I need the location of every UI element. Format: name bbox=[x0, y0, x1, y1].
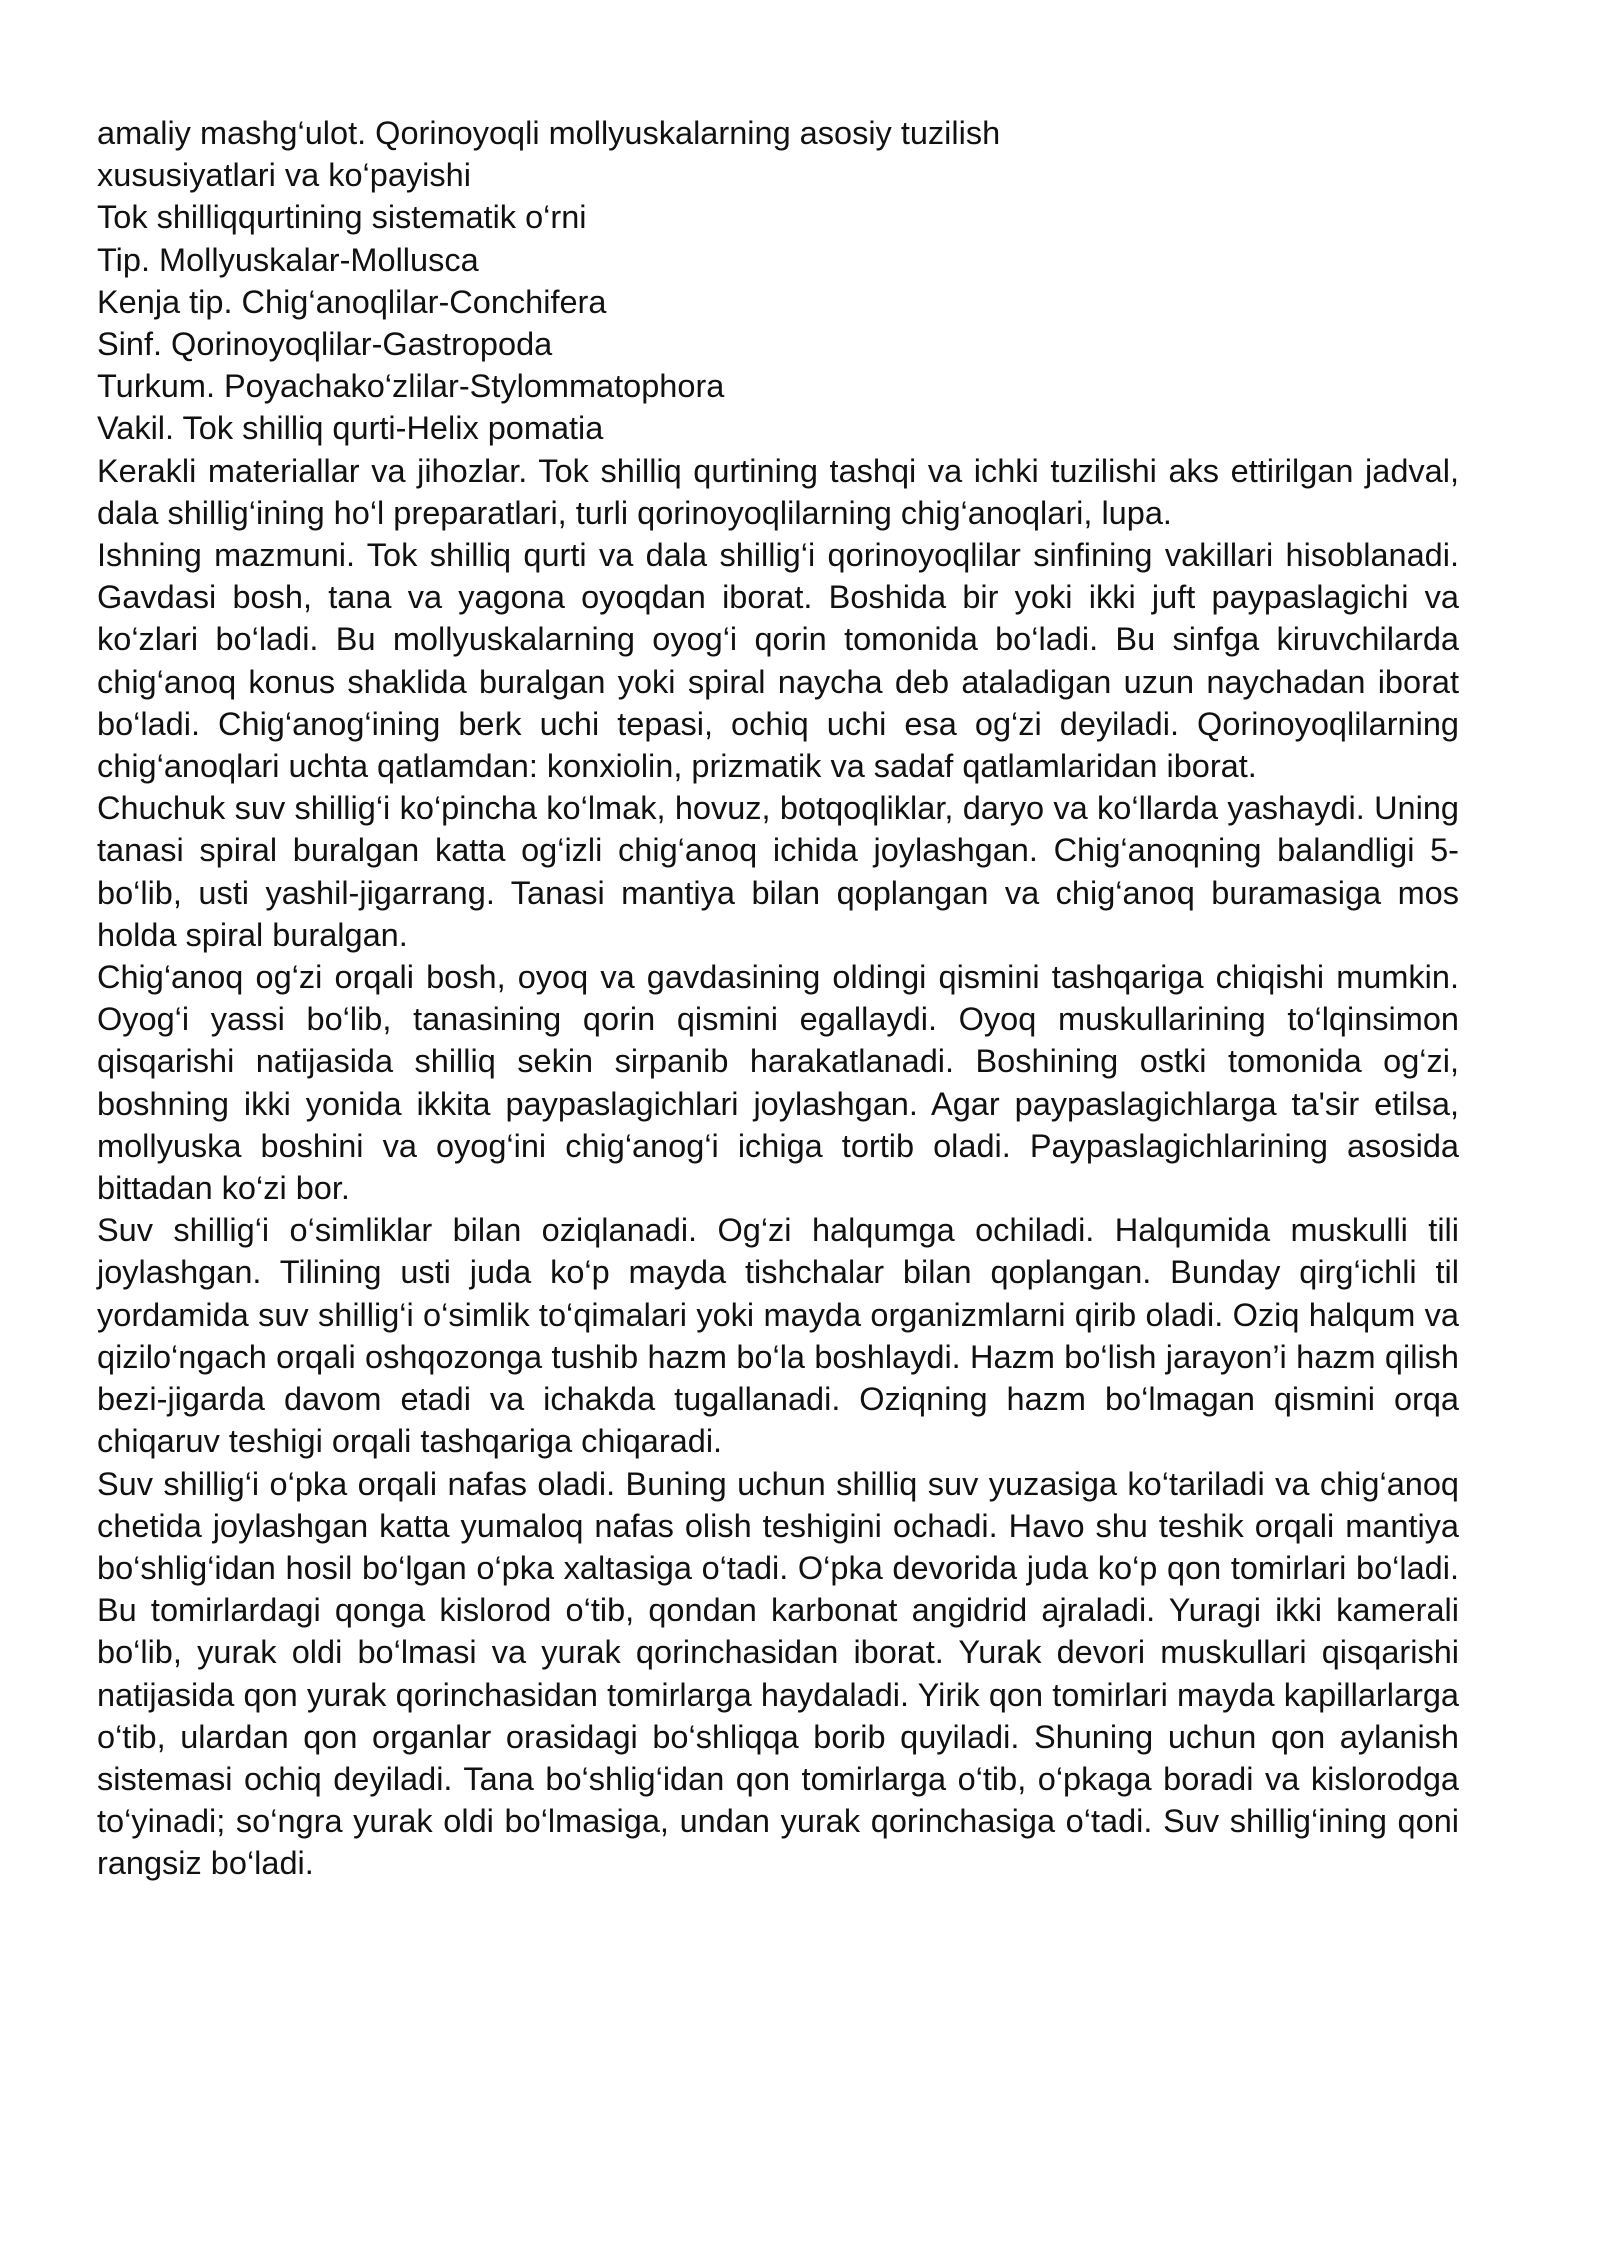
paragraph-shell-opening: Chig‘anoq og‘zi orqali bosh, oyoq va gavdasining oldingi qismini tashqariga chiqishi mumkin. Oyog‘i yassi bo‘lib, tanasining qorin qismini egallaydi. Oyoq muskullarining to‘lqinsimon qisqarishi natijasida shilliq sekin sirpanib harakatlanadi. Boshining ostki tomonida og‘zi, boshning ikki yonida ikkita paypaslagichlari joylashgan. Agar paypaslagichlarga ta'sir etilsa, mollyuska boshini va oyog‘ini chig‘anog‘i ichiga tortib oladi. Paypaslagichlarining asosida bittadan ko‘zi bor. bbox=[97, 959, 1459, 1207]
paragraph-materials: Kerakli materiallar va jihozlar. Tok shilliq qurtining tashqi va ichki tuzilishi aks ettirilgan jadval, dala shillig‘ining ho‘l preparatlari, turli qorinoyoqlilarning chig‘anoqlari, lupa. bbox=[97, 452, 1459, 531]
heading-line-1: amaliy mashg‘ulot. Qorinoyoqli mollyuskalarning asosiy tuzilish bbox=[97, 115, 1001, 151]
paragraph-content: Ishning mazmuni. Tok shilliq qurti va dala shillig‘i qorinoyoqlilar sinfining vakillari hisoblanadi. Gavdasi bosh, tana va yagona oyoqdan iborat. Boshida bir yoki ikki juft paypaslagichi va ko‘zlari bo‘ladi. Bu mollyuskalarning oyog‘i qorin tomonida bo‘ladi. Bu sinfga kiruvchilarda chig‘anoq konus shaklida buralgan yoki spiral naycha deb ataladigan uzun naychadan iborat bo‘ladi. Chig‘anog‘ining berk uchi tepasi, ochiq uchi esa og‘zi deyiladi. Qorinoyoqlilarning chig‘anoqlari uchta qatlamdan: konxiolin, prizmatik va sadaf qatlamlaridan iborat. bbox=[97, 537, 1459, 785]
document-page bbox=[97, 112, 1459, 1885]
heading-line-7: Turkum. Poyachako‘zlilar-Stylommatophora bbox=[97, 368, 725, 405]
paragraph-respiration: Suv shillig‘i o‘pka orqali nafas oladi. Buning uchun shilliq suv yuzasiga ko‘tariladi va chig‘anoq chetida joylashgan katta yumaloq nafas olish teshigini ochadi. Havo shu teshik orqali mantiya bo‘shlig‘idan hosil bo‘lgan o‘pka xaltasiga o‘tadi. O‘pka devorida juda ko‘p qon tomirlari bo‘ladi. Bu tomirlardagi qonga kislorod o‘tib, qondan karbonat angidrid ajraladi. Yuragi ikki kamerali bo‘lib, yurak oldi bo‘lmasi va yurak qorinchasidan iborat. Yurak devori muskullari qisqarishi natijasida qon yurak qorinchasidan tomirlarga haydaladi. Yirik qon tomirlari mayda kapillarlarga o‘tib, ulardan qon organlar orasidagi bo‘shliqqa borib quyiladi. Shuning uchun qon aylanish sistemasi ochiq deyiladi. Tana bo‘shlig‘idan qon tomirlarga o‘tib, o‘pkaga boradi va kislorodga to‘yinadi; so‘ngra yurak oldi bo‘lmasiga, undan yurak qorinchasiga o‘tadi. Suv shillig‘ining qoni rangsiz bo‘ladi. bbox=[97, 1465, 1459, 1882]
heading-line-6: Sinf. Qorinoyoqlilar-Gastropoda bbox=[97, 326, 553, 363]
paragraph-feeding: Suv shillig‘i o‘simliklar bilan oziqlanadi. Og‘zi halqumga ochiladi. Halqumida muskulli tili joylashgan. Tilining usti juda ko‘p mayda tishchalar bilan qoplangan. Bunday qirg‘ichli til yordamida suv shillig‘i o‘simlik to‘qimalari yoki mayda organizmlarni qirib oladi. Oziq halqum va qizilo‘ngach orqali oshqozonga tushib hazm bo‘la boshlaydi. Hazm bo‘lish jarayon’i hazm qilish bezi-jigarda davom etadi va ichakda tugallanadi. Oziqning hazm bo‘lmagan qismini orqa chiqaruv teshigi orqali tashqariga chiqaradi. bbox=[97, 1212, 1459, 1460]
heading-line-5: Kenja tip. Chig‘anoqlilar-Conchifera bbox=[97, 283, 607, 320]
heading-line-2: xususiyatlari va ko‘payishi bbox=[97, 157, 471, 194]
paragraph-freshwater-snail: Chuchuk suv shillig‘i ko‘pincha ko‘lmak, hovuz, botqoqliklar, daryo va ko‘llarda yashaydi. Uning tanasi spiral buralgan katta og‘izli chig‘anoq ichida joylashgan. Chig‘anoqning balandligi 5- bo‘lib, usti yashil-jigarrang. Tanasi mantiya bilan qoplangan va chig‘anoq buramasiga mos holda spiral buralgan. bbox=[97, 790, 1459, 953]
heading-line-8: Vakil. Tok shilliq qurti-Helix pomatia bbox=[97, 410, 604, 447]
heading-line-4: Tip. Mollyuskalar-Mollusca bbox=[97, 241, 479, 278]
heading-line-3: Tok shilliqqurtining sistematik o‘rni bbox=[97, 199, 587, 236]
